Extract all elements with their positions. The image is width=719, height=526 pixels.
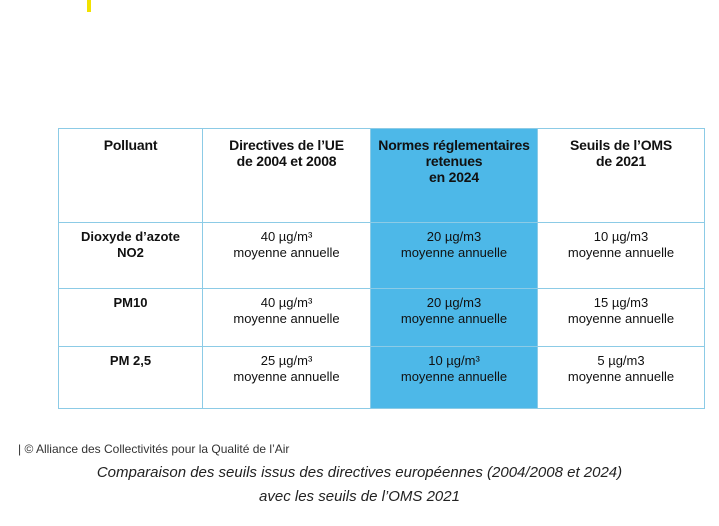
comparison-table — [58, 128, 705, 409]
table-row — [59, 347, 705, 409]
norm-2024-value-cell: 20 µg/m3 moyenne annuelle — [371, 223, 538, 289]
table-row — [59, 289, 705, 347]
figure-caption — [0, 461, 719, 509]
header-norms-2024: Normes réglementaires retenues en 2024 — [371, 129, 538, 223]
header-who-thresholds: Seuils de l’OMS de 2021 — [538, 129, 705, 223]
eu-value-cell: 25 µg/m³ moyenne annuelle — [203, 347, 371, 409]
yellow-marker — [87, 0, 91, 12]
caption-line: Comparaison des seuils issus des directives européennes (2004/2008 et 2024) — [96, 464, 623, 481]
eu-value-cell: 40 µg/m³ moyenne annuelle — [203, 289, 371, 347]
header-pollutant: Polluant — [59, 129, 203, 223]
who-value-cell: 10 µg/m3 moyenne annuelle — [538, 223, 705, 289]
norm-2024-value-cell: 10 µg/m³ moyenne annuelle — [371, 347, 538, 409]
who-value-cell: 15 µg/m3 moyenne annuelle — [538, 289, 705, 347]
pollutant-cell: Dioxyde d’azote NO2 — [59, 223, 203, 289]
norm-2024-value-cell: 20 µg/m3 moyenne annuelle — [371, 289, 538, 347]
caption-line: avec les seuils de l’OMS 2021 — [259, 488, 460, 505]
table-header-row — [59, 129, 705, 223]
table-row — [59, 223, 705, 289]
eu-value-cell: 40 µg/m³ moyenne annuelle — [203, 223, 371, 289]
image-credit: | © Alliance des Collectivités pour la Qualité de l’Air — [18, 442, 290, 456]
pollutant-cell: PM 2,5 — [59, 347, 203, 409]
header-eu-directives: Directives de l’UE de 2004 et 2008 — [203, 129, 371, 223]
who-value-cell: 5 µg/m3 moyenne annuelle — [538, 347, 705, 409]
pollutant-cell: PM10 — [59, 289, 203, 347]
